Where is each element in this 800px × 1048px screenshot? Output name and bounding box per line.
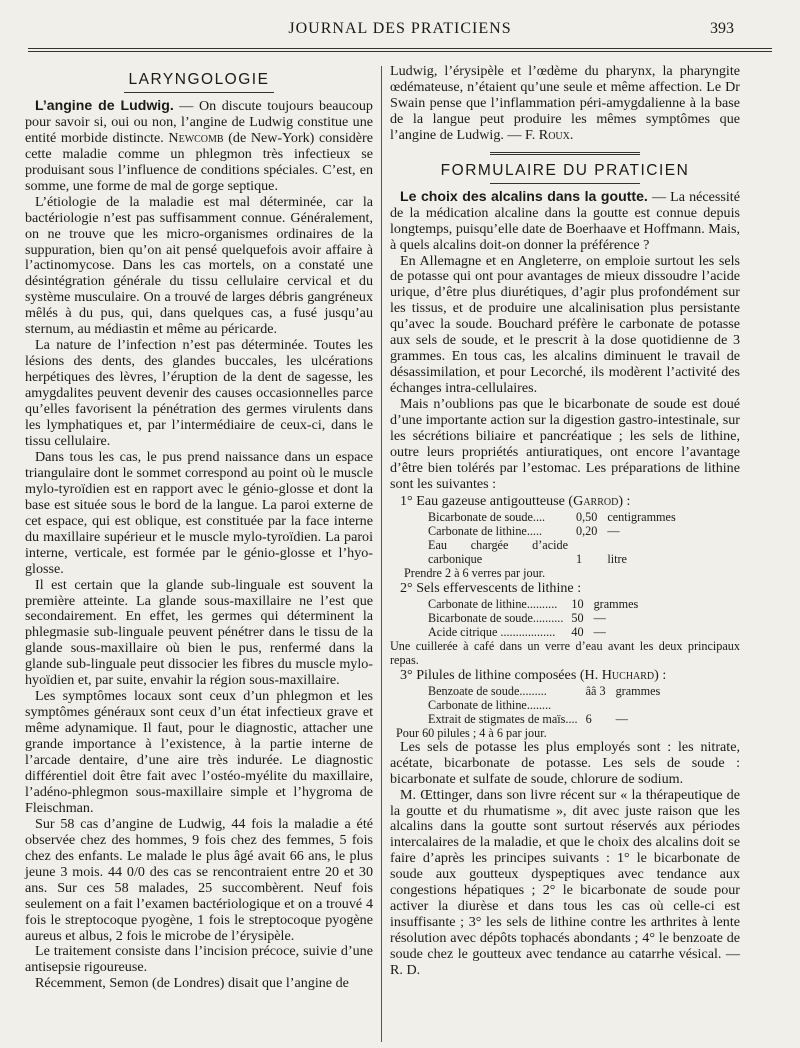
- paragraph-infection: La nature de l’infection n’est pas déterminée. Toutes les lésions des dents, des glandes buccales, les ulcérations herpétiques des lèvres, l’éruption de la dent de sagesse, les amygdalites peuvent devenir des causes occasionnelles parce qu’elles favorisent la pénétration des germes virulents dans les lymphatiques et, par l’intermédiaire de ceux-ci, dans le tissu cellulaire.: [25, 337, 373, 449]
- table-row: Benzoate de soude......... ââ 3 grammes: [428, 683, 661, 698]
- paragraph-ludwig-intro: L’angine de Ludwig. — On discute toujours beaucoup pour savoir si, oui ou non, l’angine de Ludwig constitue une entité morbide distincte. Newcomb (de New-York) considère cette maladie comme un phlegmon très infectieux se produisant sous l’influence de conditions spéciales. C’est, en somme, une forme de mal de gorge septique.: [25, 96, 373, 194]
- paragraph-bicarbonate: Mais n’oublions pas que le bicarbonate de soude est doué d’une importante action sur la digestion gastro-intestinale, sur les sécrétions biliaire et pancréatique ; les sels de lithine, outre leurs propriétés antiuratiques, ont encore l’avantage d’être bien tolérés par l’estomac. Les préparations de lithine sont les suivantes :: [390, 396, 740, 492]
- paragraph-potasse: En Allemagne et en Angleterre, on emploie surtout les sels de potasse qui ont pour avantages de mieux dissoudre l’acide urique, d’être plus diurétiques, d’agir plus profondément sur les tissus, et de produire une alcalinisation plus persistante qu’avec la soude. Bouchard préfère le carbonate de potasse aux sels de soude, et le prescrit à la dose quotidienne de 3 grammes. En tous cas, les alcalins diminuent le travail de désassimilation, et pour Lecorché, ils modèrent l’activité des échanges intra-cellulaires.: [390, 252, 740, 397]
- recipe-author: Huchard: [601, 666, 655, 683]
- page-header: [28, 14, 772, 42]
- article-lead: Le choix des alcalins dans la goutte.: [400, 187, 648, 204]
- recipe-2-note: Une cuillerée à café dans un verre d’eau avant les deux principaux repas.: [390, 638, 740, 667]
- table-row: Carbonate de lithine.......... 10 grammes: [428, 596, 639, 611]
- page-number: 393: [710, 20, 734, 37]
- recipe-1-note: Prendre 2 à 6 verres par jour.: [404, 565, 546, 580]
- paragraph-etiologie: L’étiologie de la maladie est mal déterminée, car la bactériologie n’est pas suffisamment connue. Généralement, on ne trouve que les micro-organismes ordinaires de la suppuration, bien qu’on ait pensé quelquefois avoir affaire à l’actinomycose. Dans les cas mortels, on a constaté une désintégration générale du tissu cellulaire cervical et du système musculaire. On a trouvé de larges débris gangréneux mêlés à du pus, qui, dans quelques cas, a fusé jusqu’au sternum, au médiastin et même au péricarde.: [25, 193, 373, 338]
- paragraph-traitement: Le traitement consiste dans l’incision précoce, suivie d’une antisepsie rigoureuse.: [25, 943, 373, 976]
- recipe-3-title: 3° Pilules de lithine composées (H. Huchard) :: [400, 666, 667, 683]
- section-title-formulaire: FORMULAIRE DU PRATICIEN: [440, 161, 690, 179]
- author-name: Newcomb: [168, 129, 224, 146]
- running-title: JOURNAL DES PRATICIENS: [288, 20, 512, 37]
- paragraph-continuation: Ludwig, l’érysipèle et l’œdème du pharynx, la pharyngite œdémateuse, n’étaient qu’une seule et même affection. Le Dr Swain pense que l’inflammation péri-amygdalienne à la base de la langue peut produire les mêmes symptômes que l’angine de Ludwig. — F. Roux.: [390, 63, 740, 143]
- section-separator: [490, 152, 640, 155]
- table-row: Acide citrique .................. 40 —: [428, 624, 606, 639]
- signature: Roux.: [538, 126, 574, 143]
- recipe-2-table: [428, 597, 638, 639]
- recipe-1-title: 1° Eau gazeuse antigoutteuse (Garrod) :: [400, 492, 631, 509]
- recipe-2-title: 2° Sels effervescents de lithine :: [400, 579, 582, 596]
- recipe-3-table: [428, 684, 660, 726]
- column-divider: [381, 66, 382, 1042]
- paragraph-espace-triangulaire: Dans tous les cas, le pus prend naissance dans un espace triangulaire dont le sommet correspond au point où le muscle mylo-tyroïdien est en rapport avec le génio-glosse et dont la base est située sous le bord de la langue. La paroi externe de cet espace, qui est oblique, est constituée par la face interne du maxillaire supérieur et le muscle mylo-tyroïdien. La paroi interne, verticale, est formée par le génio-glosse et l’hyo-glosse.: [25, 448, 373, 577]
- paragraph-oettinger: M. Œttinger, dans son livre récent sur « la thérapeutique de la goutte et du rhumatisme », dit avec juste raison que les alcalins dans la goutte sont surtout réservés aux périodes intercalaires de la maladie, et que le choix des alcalins doit se faire d’après les principes suivants : 1° le bicarbonate de soude aux goutteux dyspeptiques avec tendance aux congestions hépatiques ; 2° le bicarbonate de soude pour activer la diurèse et dans tous les cas où celle-ci est insuffisante ; 3° les sels de lithine contre les arthrites à lente résolution avec dépôts tophacés abondants ; 4° le benzoate de soude chez le goutteux avec tendance au catarrhe vésical. — R. D.: [390, 786, 740, 979]
- paragraph-glande: Il est certain que la glande sub-linguale est souvent la première atteinte. La glande sous-maxillaire ne l’est que secondairement. En effet, les germes qui déterminent la phlegmasie sub-linguale peuvent pénétrer dans le tissu de la glande sous-maxillaire où bien le pus, renfermé dans la glande sub-linguale peut dissocier les fibres du muscle mylo-hyoïdien et, par suite, envahir la région sous-maxillaire.: [25, 576, 373, 689]
- recipe-author: Garrod: [573, 492, 619, 509]
- recipe-1-table: [428, 510, 676, 566]
- header-rule: [28, 48, 772, 49]
- table-row: Carbonate de lithine..... 0,20 —: [428, 523, 620, 538]
- header-rule-secondary: [28, 51, 772, 52]
- table-row: Carbonate de lithine........: [428, 697, 552, 712]
- paragraph-sels-potasse: Les sels de potasse les plus employés sont : les nitrate, acétate, bicarbonate de potasse. Les sels de soude : bicarbonate et sulfate de soude, chlorure de sodium.: [390, 738, 740, 787]
- table-row: Bicarbonate de soude.......... 50 —: [428, 610, 606, 625]
- section-title-rule: [124, 92, 274, 93]
- recipe-3-note: Pour 60 pilules ; 4 à 6 par jour.: [396, 725, 547, 740]
- paragraph-alcalins: Le choix des alcalins dans la goutte. — La nécessité de la médication alcaline dans la goutte est connue depuis longtemps, puisqu’elle date de Boerhaave et Hoffmann. Mais, à quels alcalins doit-on donner la préférence ?: [390, 187, 740, 253]
- article-lead: L’angine de Ludwig.: [35, 96, 174, 113]
- right-column: [390, 64, 740, 979]
- section-title-rule: [490, 183, 640, 184]
- paragraph-statistiques: Sur 58 cas d’angine de Ludwig, 44 fois la maladie a été observée chez des hommes, 9 fois chez des femmes, 5 fois chez des enfants. Le malade le plus âgé avait 66 ans, le plus jeune 3 mois. 44 0/0 des cas se rencontraient entre 20 et 30 ans. Sur ces 58 malades, 25 succombèrent. Neuf fois seulement on a fait l’examen bactériologique et on a trouvé 4 fois le streptocoque pyogène, 1 fois le streptocoque pyogène aureus et albus, 2 fois le microbe de l’érysipèle.: [25, 815, 373, 944]
- table-row: Bicarbonate de soude.... 0,50 centigrammes: [428, 509, 676, 524]
- left-column: [25, 64, 373, 992]
- paragraph-symptomes: Les symptômes locaux sont ceux d’un phlegmon et les symptômes généraux sont ceux d’un état infectieux grave et même adynamique. Il faut, pour le diagnostic, attacher une grande importance à l’existence, à la partie interne de l’arcade dentaire, d’une aire très indurée. Le diagnostic différentiel doit être fait avec l’ostéo-myélite du maxillaire, l’adéno-phlegmon sous-maxillaire simple et l’hygroma de Fleischman.: [25, 688, 373, 816]
- table-row: Eau chargée d’acide carbonique 1 litre: [428, 537, 627, 566]
- paragraph-semon: Récemment, Semon (de Londres) disait que l’angine de: [35, 975, 349, 992]
- table-row: Extrait de stigmates de maïs.... 6 —: [428, 711, 628, 726]
- section-title-laryngologie: LARYNGOLOGIE: [128, 71, 270, 88]
